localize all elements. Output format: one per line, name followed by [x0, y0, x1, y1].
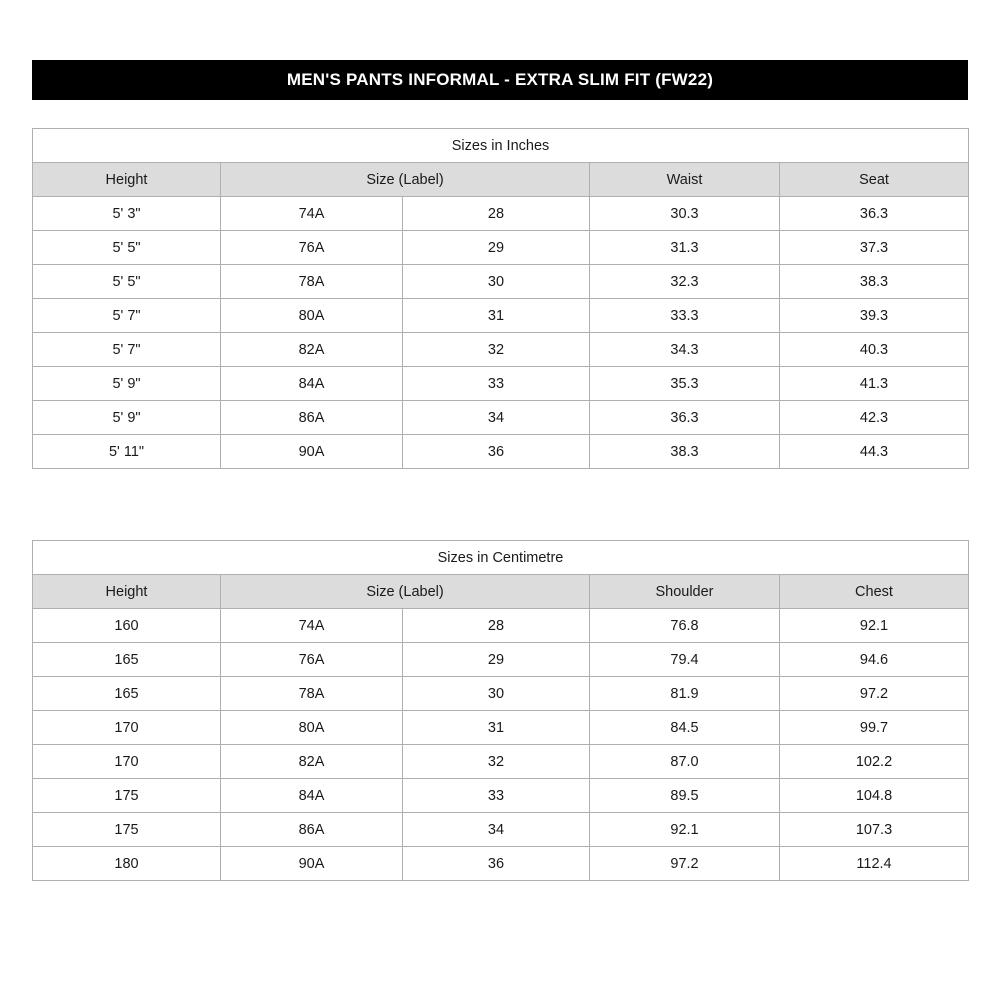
cell-size-label: 76A [221, 231, 403, 265]
cell-size-label: 90A [221, 435, 403, 469]
cell-chest: 107.3 [780, 813, 969, 847]
table-row [33, 265, 969, 299]
cell-waist: 33.3 [590, 299, 780, 333]
cell-shoulder: 97.2 [590, 847, 780, 881]
cell-size-number: 36 [403, 435, 590, 469]
table-caption-row [33, 129, 969, 163]
cell-waist: 34.3 [590, 333, 780, 367]
cell-size-number: 34 [403, 401, 590, 435]
cell-height: 165 [33, 677, 221, 711]
cell-chest: 94.6 [780, 643, 969, 677]
cell-size-label: 80A [221, 711, 403, 745]
cell-height: 5' 7" [33, 333, 221, 367]
table-row [33, 779, 969, 813]
cell-height: 180 [33, 847, 221, 881]
table-row [33, 231, 969, 265]
column-header-seat: Seat [780, 163, 969, 197]
cell-size-number: 32 [403, 745, 590, 779]
column-header-waist: Waist [590, 163, 780, 197]
table-row [33, 367, 969, 401]
page-title-text: MEN'S PANTS INFORMAL - EXTRA SLIM FIT (FW22) [286, 70, 714, 89]
cell-height: 5' 9" [33, 367, 221, 401]
cell-size-number: 29 [403, 231, 590, 265]
cell-size-label: 90A [221, 847, 403, 881]
column-header-size-label: Size (Label) [221, 163, 590, 197]
cell-height: 5' 11" [33, 435, 221, 469]
column-header-chest: Chest [780, 575, 969, 609]
cell-seat: 42.3 [780, 401, 969, 435]
cell-size-label: 76A [221, 643, 403, 677]
cell-size-number: 28 [403, 197, 590, 231]
cell-shoulder: 81.9 [590, 677, 780, 711]
cell-chest: 97.2 [780, 677, 969, 711]
cell-height: 5' 5" [33, 231, 221, 265]
cell-size-label: 78A [221, 677, 403, 711]
column-header-height: Height [33, 575, 221, 609]
cell-size-label: 82A [221, 745, 403, 779]
cell-height: 175 [33, 813, 221, 847]
cell-height: 160 [33, 609, 221, 643]
cell-size-number: 33 [403, 779, 590, 813]
table-row [33, 711, 969, 745]
cell-size-label: 82A [221, 333, 403, 367]
cell-chest: 104.8 [780, 779, 969, 813]
cell-shoulder: 87.0 [590, 745, 780, 779]
table-row [33, 643, 969, 677]
table-caption: Sizes in Inches [33, 129, 969, 163]
cell-chest: 92.1 [780, 609, 969, 643]
cell-seat: 37.3 [780, 231, 969, 265]
page-title [32, 60, 968, 100]
table-caption: Sizes in Centimetre [33, 541, 969, 575]
cell-size-number: 29 [403, 643, 590, 677]
cell-size-label: 74A [221, 197, 403, 231]
table-row [33, 745, 969, 779]
table-row [33, 813, 969, 847]
cell-shoulder: 79.4 [590, 643, 780, 677]
cell-shoulder: 92.1 [590, 813, 780, 847]
cell-seat: 39.3 [780, 299, 969, 333]
cell-waist: 38.3 [590, 435, 780, 469]
cell-chest: 112.4 [780, 847, 969, 881]
table-row [33, 435, 969, 469]
cell-height: 5' 5" [33, 265, 221, 299]
table-row [33, 677, 969, 711]
table-row [33, 333, 969, 367]
cell-seat: 41.3 [780, 367, 969, 401]
table-row [33, 401, 969, 435]
cell-size-label: 80A [221, 299, 403, 333]
cell-waist: 32.3 [590, 265, 780, 299]
sizes-in-inches-table [32, 128, 969, 469]
cell-seat: 36.3 [780, 197, 969, 231]
table-row [33, 847, 969, 881]
table-header-row [33, 163, 969, 197]
cell-waist: 36.3 [590, 401, 780, 435]
cell-size-label: 86A [221, 813, 403, 847]
sizes-in-centimetre-table [32, 540, 969, 881]
cell-height: 5' 7" [33, 299, 221, 333]
cell-size-number: 31 [403, 299, 590, 333]
cell-chest: 99.7 [780, 711, 969, 745]
cell-height: 5' 9" [33, 401, 221, 435]
cell-height: 165 [33, 643, 221, 677]
cell-height: 170 [33, 745, 221, 779]
cell-waist: 35.3 [590, 367, 780, 401]
column-header-shoulder: Shoulder [590, 575, 780, 609]
cell-shoulder: 76.8 [590, 609, 780, 643]
cell-shoulder: 89.5 [590, 779, 780, 813]
cell-seat: 44.3 [780, 435, 969, 469]
cell-shoulder: 84.5 [590, 711, 780, 745]
cell-size-label: 74A [221, 609, 403, 643]
cell-size-label: 84A [221, 367, 403, 401]
table-row [33, 609, 969, 643]
cell-seat: 40.3 [780, 333, 969, 367]
cell-height: 175 [33, 779, 221, 813]
cell-size-number: 36 [403, 847, 590, 881]
column-header-size-label: Size (Label) [221, 575, 590, 609]
table-caption-row [33, 541, 969, 575]
cell-size-number: 34 [403, 813, 590, 847]
cell-seat: 38.3 [780, 265, 969, 299]
cell-size-number: 30 [403, 677, 590, 711]
cell-height: 5' 3" [33, 197, 221, 231]
cell-waist: 30.3 [590, 197, 780, 231]
cell-size-label: 86A [221, 401, 403, 435]
cell-size-number: 33 [403, 367, 590, 401]
table-row [33, 197, 969, 231]
cell-size-number: 32 [403, 333, 590, 367]
cell-waist: 31.3 [590, 231, 780, 265]
cell-size-number: 30 [403, 265, 590, 299]
cell-chest: 102.2 [780, 745, 969, 779]
cell-size-number: 28 [403, 609, 590, 643]
table-header-row [33, 575, 969, 609]
column-header-height: Height [33, 163, 221, 197]
table-row [33, 299, 969, 333]
cell-height: 170 [33, 711, 221, 745]
cell-size-number: 31 [403, 711, 590, 745]
cell-size-label: 84A [221, 779, 403, 813]
cell-size-label: 78A [221, 265, 403, 299]
